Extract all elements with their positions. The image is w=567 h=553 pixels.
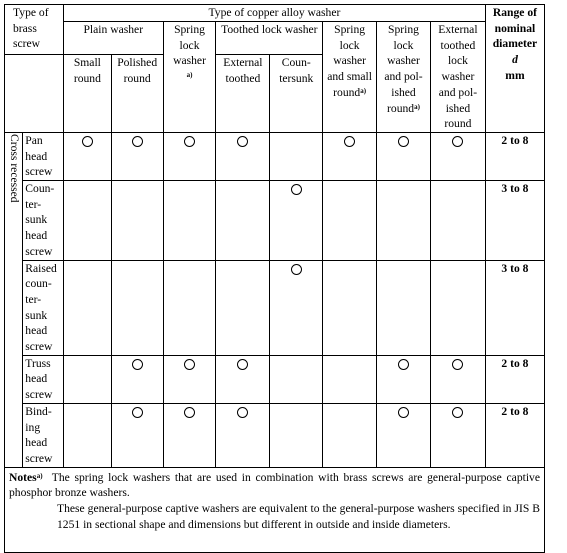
header-spring-lock-washer: Spring lock washer $^{a)}$ xyxy=(163,22,216,133)
header-polished-round: Polished round xyxy=(111,55,163,133)
circle-mark-icon xyxy=(184,136,195,147)
screw-name: Coun-ter-sunk head screw xyxy=(23,181,64,261)
applicable-mark-cell xyxy=(323,403,377,467)
circle-mark-icon xyxy=(184,359,195,370)
header-spring-lock-polished-round: Spring lock washer and pol-ished round$^{a)}$ xyxy=(377,22,431,133)
header-type-of-brass-screw: Type of brass screw xyxy=(5,5,64,55)
circle-mark-icon xyxy=(132,359,143,370)
note-marker: a) xyxy=(186,71,193,80)
applicable-mark-cell xyxy=(377,260,431,355)
notes-paragraph-2: These general-purpose captive washers are equivalent to the general-purpose washers specified in JIS B 1251 in sectional shape and dimensions but different in outside and inside diameters. xyxy=(57,502,540,531)
applicable-mark-cell xyxy=(270,355,323,403)
screw-name: Raised coun-ter-sunk head screw xyxy=(23,260,64,355)
applicable-mark-cell xyxy=(63,181,111,261)
applicable-mark-cell xyxy=(270,181,323,261)
applicable-mark-cell xyxy=(270,260,323,355)
notes xyxy=(5,467,545,552)
header-countersunk: Coun-tersunk xyxy=(270,55,323,133)
circle-mark-icon xyxy=(291,184,302,195)
circle-mark-icon xyxy=(344,136,355,147)
circle-mark-icon xyxy=(82,136,93,147)
applicable-mark-cell xyxy=(63,132,111,180)
circle-mark-icon xyxy=(452,359,463,370)
washer-combination-table xyxy=(4,4,545,553)
applicable-mark-cell xyxy=(216,403,270,467)
header-toothed-lock-washer: Toothed lock washer xyxy=(216,22,323,55)
header-external-toothed: External toothed xyxy=(216,55,270,133)
circle-mark-icon xyxy=(398,359,409,370)
table-row xyxy=(5,403,545,467)
applicable-mark-cell xyxy=(430,403,485,467)
applicable-mark-cell xyxy=(163,260,216,355)
applicable-mark-cell xyxy=(216,355,270,403)
screw-name: Truss head screw xyxy=(23,355,64,403)
applicable-mark-cell xyxy=(377,403,431,467)
group-label-cell xyxy=(5,132,23,467)
applicable-mark-cell xyxy=(63,355,111,403)
applicable-mark-cell xyxy=(323,132,377,180)
applicable-mark-cell xyxy=(270,132,323,180)
applicable-mark-cell xyxy=(323,260,377,355)
group-label: Cross recessed xyxy=(8,133,21,203)
applicable-mark-cell xyxy=(377,181,431,261)
applicable-mark-cell xyxy=(430,355,485,403)
circle-mark-icon xyxy=(237,359,248,370)
applicable-mark-cell xyxy=(430,181,485,261)
diameter-range: 2 to 8 xyxy=(485,132,544,180)
table-row xyxy=(5,132,545,180)
applicable-mark-cell xyxy=(430,260,485,355)
note-marker: a) xyxy=(414,102,420,111)
circle-mark-icon xyxy=(398,136,409,147)
applicable-mark-cell xyxy=(377,132,431,180)
circle-mark-icon xyxy=(132,136,143,147)
applicable-mark-cell xyxy=(377,355,431,403)
applicable-mark-cell xyxy=(323,181,377,261)
table-row xyxy=(5,355,545,403)
diameter-range: 2 to 8 xyxy=(485,355,544,403)
document-page xyxy=(4,4,545,553)
diameter-unit: mm xyxy=(505,68,525,82)
circle-mark-icon xyxy=(184,407,195,418)
circle-mark-icon xyxy=(398,407,409,418)
applicable-mark-cell xyxy=(111,403,163,467)
diameter-range: 3 to 8 xyxy=(485,181,544,261)
applicable-mark-cell xyxy=(216,132,270,180)
applicable-mark-cell xyxy=(111,355,163,403)
applicable-mark-cell xyxy=(163,132,216,180)
applicable-mark-cell xyxy=(270,403,323,467)
circle-mark-icon xyxy=(237,136,248,147)
circle-mark-icon xyxy=(452,136,463,147)
header-plain-washer: Plain washer xyxy=(63,22,163,55)
applicable-mark-cell xyxy=(430,132,485,180)
notes-paragraph-1: Notes$^{a)}$ The spring lock washers that are used in combination with brass screws are general-purpose captive phosphor bronze washers. xyxy=(9,470,540,500)
applicable-mark-cell xyxy=(63,260,111,355)
header-external-toothed-polished-round: External toothed lock washer and pol-ished round xyxy=(430,22,485,133)
diameter-range: 2 to 8 xyxy=(485,403,544,467)
note-marker: a) xyxy=(360,86,367,95)
applicable-mark-cell xyxy=(163,181,216,261)
diameter-range: 3 to 8 xyxy=(485,260,544,355)
applicable-mark-cell xyxy=(111,181,163,261)
applicable-mark-cell xyxy=(111,260,163,355)
circle-mark-icon xyxy=(132,407,143,418)
diameter-symbol: d xyxy=(512,53,518,67)
header-empty xyxy=(5,55,64,133)
applicable-mark-cell xyxy=(63,403,111,467)
table-row xyxy=(5,260,545,355)
circle-mark-icon xyxy=(452,407,463,418)
header-type-of-copper-alloy-washer: Type of copper alloy washer xyxy=(63,5,485,22)
applicable-mark-cell xyxy=(216,260,270,355)
screw-name: Pan head screw xyxy=(23,132,64,180)
applicable-mark-cell xyxy=(163,355,216,403)
header-small-round: Small round xyxy=(63,55,111,133)
header-range-of-nominal-diameter: Range of nominal diameter d mm xyxy=(485,5,544,133)
applicable-mark-cell xyxy=(216,181,270,261)
table-row xyxy=(5,181,545,261)
applicable-mark-cell xyxy=(323,355,377,403)
applicable-mark-cell xyxy=(163,403,216,467)
screw-name: Bind-ing head screw xyxy=(23,403,64,467)
circle-mark-icon xyxy=(237,407,248,418)
applicable-mark-cell xyxy=(111,132,163,180)
header-spring-lock-small-round: Spring lock washer and small round$^{a)}$ xyxy=(323,22,377,133)
circle-mark-icon xyxy=(291,264,302,275)
